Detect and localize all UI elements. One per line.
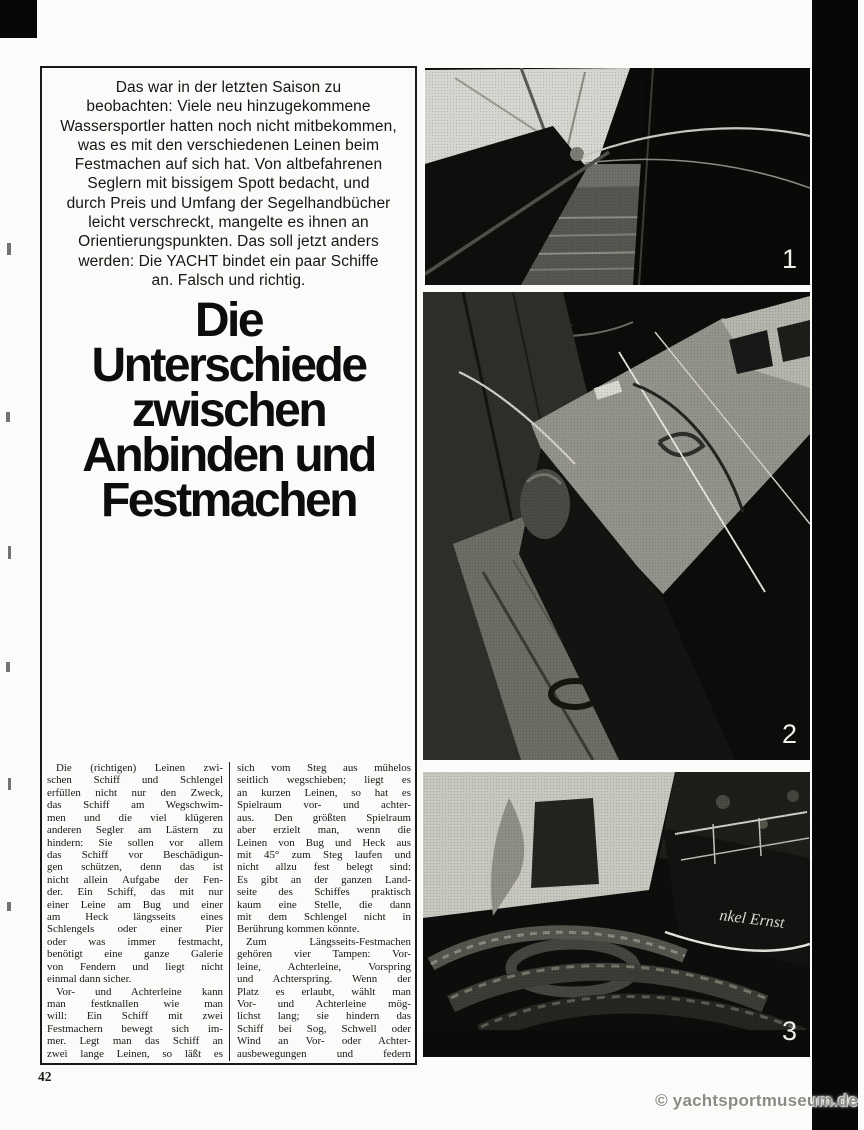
text-line: man festknallen wie man bbox=[47, 998, 223, 1011]
text-line: Berührung kommen könnte. bbox=[237, 923, 360, 936]
text-column-1 bbox=[47, 762, 229, 1061]
text-line: Schiff bei Sog, Schwell oder bbox=[237, 1022, 411, 1035]
text-column-2 bbox=[229, 762, 411, 1061]
text-line: Die bbox=[194, 294, 263, 348]
text-line: erfüllen nicht nur den Zweck, bbox=[47, 786, 223, 799]
photo-3-ropes-on-dock bbox=[423, 772, 810, 1057]
photo-2-illustration bbox=[423, 292, 810, 760]
scan-artifact bbox=[8, 546, 11, 559]
text-line: leine, Achterleine, Vorspring bbox=[237, 960, 411, 973]
text-line: gehören vier Tampen: Vor- bbox=[237, 948, 411, 961]
page-edge-black-bar bbox=[812, 0, 858, 1130]
photo-1-illustration bbox=[425, 68, 810, 285]
text-line: kaum eine Stelle, die dann bbox=[237, 898, 411, 911]
text-line: am Heck längsseits eines bbox=[47, 911, 223, 924]
text-line: seite des Schiffes praktisch bbox=[237, 886, 411, 899]
scan-artifact bbox=[6, 412, 10, 422]
scan-artifact bbox=[6, 662, 10, 672]
text-line: durch Preis und Umfang der Segelhandbücher bbox=[66, 194, 391, 212]
text-line: das Schiff vor Beschädigun- bbox=[47, 848, 223, 861]
text-line: zwischen bbox=[131, 384, 326, 438]
text-line: was es mit den verschiedenen Leinen beim bbox=[77, 136, 380, 154]
body-text-columns bbox=[47, 762, 411, 1061]
page-number: 42 bbox=[38, 1069, 52, 1084]
article-box bbox=[40, 66, 417, 1065]
text-line: Vor- und Achterleine kann bbox=[56, 985, 223, 998]
text-line: Festmachen bbox=[100, 474, 357, 528]
text-line: Seglern mit bissigem Spott bedacht, und bbox=[87, 175, 370, 193]
text-line: und Achterspring. Wenn der bbox=[237, 973, 411, 986]
text-line: will: Ein Schiff mit zwei bbox=[47, 1010, 223, 1023]
text-line: an. Falsch und richtig. bbox=[151, 271, 306, 289]
text-line: nicht allzu fest belegt sind: bbox=[237, 861, 411, 874]
text-line: Platz es erlaubt, wählt man bbox=[237, 985, 411, 998]
photo-1-number: 1 bbox=[781, 244, 797, 274]
text-line: Zum Längsseits-Festmachen bbox=[246, 935, 411, 948]
text-line: aber erzielt man, wenn die bbox=[237, 824, 411, 837]
text-line: einmal dann sicher. bbox=[47, 973, 132, 986]
text-line: aus. Den größten Spielraum bbox=[237, 811, 411, 824]
text-line: seitlich wegschieben; liegt es bbox=[237, 774, 411, 787]
text-line: das Schiff am Wegschwim- bbox=[47, 799, 223, 812]
text-line: nicht allein Aufgabe der Fen- bbox=[47, 873, 223, 886]
text-line: Wassersportler hatten noch nicht mitbekommen, bbox=[60, 117, 397, 135]
text-line: Vor- und Achterleine mög- bbox=[237, 998, 411, 1011]
scan-artifact bbox=[7, 902, 11, 911]
text-line: mit 45° zum Steg laufen und bbox=[237, 848, 411, 861]
text-line: Festmachen auf sich hat. Von altbefahrenen bbox=[74, 156, 383, 174]
photo-2-boat-at-jetty bbox=[423, 292, 810, 760]
text-line: gen schützen, denn das ist bbox=[47, 861, 223, 874]
text-line: Leinen von Bug und Heck aus bbox=[237, 836, 411, 849]
scan-artifact bbox=[8, 778, 11, 790]
boat-name-text: nkel Ernst bbox=[718, 907, 786, 932]
text-line: Es gibt an der ganzen Land- bbox=[237, 873, 411, 886]
text-line: beobachten: Viele neu hinzugekommene bbox=[86, 98, 371, 116]
text-line: mer. Legt man das Schiff an bbox=[47, 1035, 223, 1048]
text-line: anderen Segler am Lästern zu bbox=[47, 824, 223, 837]
text-line: Wind an Vor- oder Achter- bbox=[237, 1035, 411, 1048]
text-line: Schlengels oder einer Pier bbox=[47, 923, 223, 936]
text-line: Anbinden und bbox=[82, 429, 375, 483]
text-line: Festmachern bewegt sich im- bbox=[47, 1022, 223, 1035]
text-line: Die (richtigen) Leinen zwi- bbox=[56, 762, 223, 774]
text-line: men und die viel klügeren bbox=[47, 811, 223, 824]
text-line: mit dem Schlengel nicht in bbox=[237, 911, 411, 924]
text-line: der. Ein Schiff, das mit nur bbox=[47, 886, 223, 899]
text-line: von Fendern und liegt nicht bbox=[47, 960, 223, 973]
text-line: hindern: Sie sollen vor allem bbox=[47, 836, 223, 849]
text-line: an kurzen Leinen, so hat es bbox=[237, 786, 411, 799]
text-line: leicht verschreckt, mangelte es ihnen an bbox=[88, 214, 369, 232]
intro-paragraph bbox=[46, 78, 411, 290]
scan-corner-mark bbox=[0, 0, 37, 38]
watermark: © yachtsportmuseum.de bbox=[655, 1091, 858, 1110]
text-line: Orientierungspunkten. Das soll jetzt anders bbox=[78, 233, 379, 251]
photo-3-illustration bbox=[423, 772, 810, 1057]
text-line: werden: Die YACHT bindet ein paar Schiffe bbox=[78, 252, 379, 270]
text-line: schen Schiff und Schlengel bbox=[47, 774, 223, 787]
text-line: zwei lange Leinen, so läßt es bbox=[47, 1047, 223, 1060]
text-line: einer Leine am Bug und einer bbox=[47, 898, 223, 911]
text-line: oder was immer festmacht, bbox=[47, 935, 223, 948]
text-line: ausbewegungen und federn bbox=[237, 1047, 411, 1060]
scan-artifact bbox=[7, 243, 11, 255]
text-line: Das war in der letzten Saison zu bbox=[115, 79, 342, 96]
photo-1-sail-and-bow bbox=[425, 68, 810, 285]
text-line: Unterschiede bbox=[91, 339, 366, 393]
photo-2-number: 2 bbox=[781, 719, 797, 749]
text-line: Spielraum vor- und achter- bbox=[237, 799, 411, 812]
text-line: sich vom Steg aus mühelos bbox=[237, 762, 411, 774]
text-line: lichst lang; sie hindern das bbox=[237, 1010, 411, 1023]
headline bbox=[42, 294, 415, 528]
photo-3-number: 3 bbox=[781, 1016, 797, 1046]
text-line: benötigt eine ganze Galerie bbox=[47, 948, 223, 961]
